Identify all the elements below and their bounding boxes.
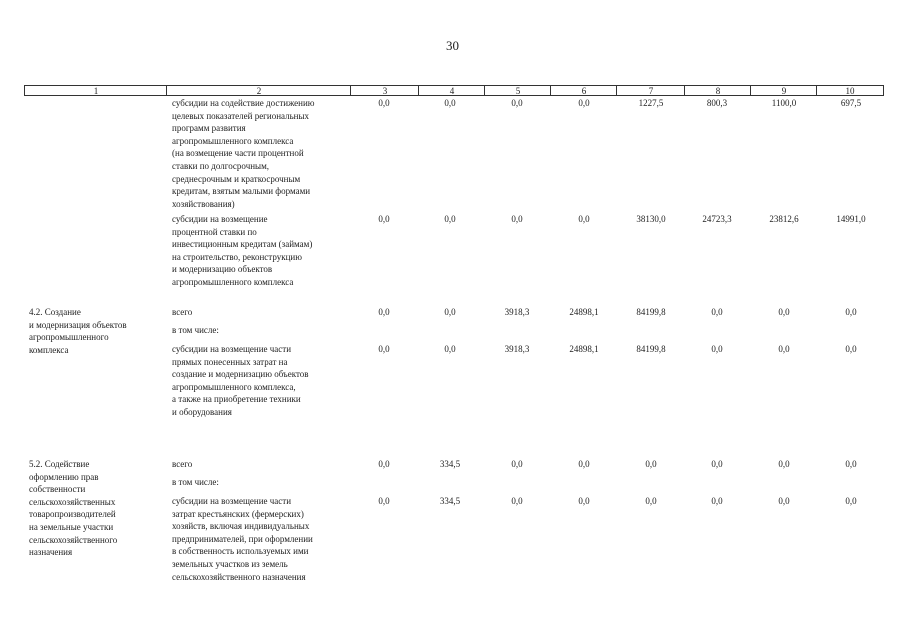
row-label: субсидии на содействие достижению целевых показателей региональных программ развития агропромышленного комплекса (на возмещение части процентной ставки по долгосрочным, среднесрочным и краткосрочным кредитам, взятым малыми формами хозяйствования)	[172, 98, 315, 209]
cell-value: 0,0	[378, 307, 390, 317]
column-header: 7	[616, 85, 685, 96]
cell-value: 23812,6	[769, 214, 799, 224]
cell-value: 0,0	[711, 496, 723, 506]
cell-value: 0,0	[845, 344, 857, 354]
cell-value: 0,0	[711, 459, 723, 469]
cell-value: 0,0	[645, 459, 657, 469]
cell-value: 1227,5	[638, 98, 664, 108]
cell-value: 0,0	[578, 459, 590, 469]
cell-value: 0,0	[778, 307, 790, 317]
cell-value: 0,0	[711, 344, 723, 354]
cell-value: 800,3	[706, 98, 728, 108]
cell-value: 0,0	[378, 98, 390, 108]
row-label: в том числе:	[172, 477, 219, 487]
column-header: 6	[550, 85, 617, 96]
cell-value: 0,0	[578, 98, 590, 108]
cell-value: 0,0	[578, 496, 590, 506]
column-header: 10	[816, 85, 884, 96]
column-header: 8	[684, 85, 751, 96]
cell-value: 0,0	[378, 344, 390, 354]
cell-value: 0,0	[511, 496, 523, 506]
section-title: 5.2. Содействие оформлению прав собственности сельскохозяйственных товаропроизводителей на земельные участки сельскохозяйственного назначения	[29, 459, 118, 558]
column-header: 3	[350, 85, 419, 96]
cell-value: 697,5	[840, 98, 862, 108]
cell-value: 0,0	[511, 214, 523, 224]
cell-value: 0,0	[578, 214, 590, 224]
cell-value: 0,0	[444, 344, 456, 354]
cell-value: 334,5	[439, 459, 461, 469]
cell-value: 14991,0	[836, 214, 866, 224]
column-header: 9	[750, 85, 817, 96]
cell-value: 84199,8	[636, 344, 666, 354]
cell-value: 84199,8	[636, 307, 666, 317]
cell-value: 0,0	[845, 496, 857, 506]
cell-value: 0,0	[511, 98, 523, 108]
row-label: всего	[172, 459, 193, 469]
cell-value: 334,5	[439, 496, 461, 506]
row-label: в том числе:	[172, 325, 219, 335]
row-label: субсидии на возмещение части прямых понесенных затрат на создание и модернизацию объектов агропромышленного комплекса, а также на приобретение техники и оборудования	[172, 344, 309, 417]
cell-value: 0,0	[711, 307, 723, 317]
cell-value: 0,0	[778, 496, 790, 506]
cell-value: 0,0	[778, 344, 790, 354]
cell-value: 0,0	[511, 459, 523, 469]
cell-value: 0,0	[645, 496, 657, 506]
section-title: 4.2. Создание и модернизация объектов агропромышленного комплекса	[29, 307, 127, 355]
column-header: 2	[166, 85, 351, 96]
cell-value: 0,0	[444, 307, 456, 317]
cell-value: 38130,0	[636, 214, 666, 224]
row-label: субсидии на возмещение процентной ставки по инвестиционным кредитам (займам) на строительство, реконструкцию и модернизацию объектов агропромышленного комплекса	[172, 214, 313, 287]
page-number: 30	[446, 38, 459, 53]
cell-value: 24898,1	[569, 344, 599, 354]
cell-value: 0,0	[378, 214, 390, 224]
cell-value: 0,0	[378, 459, 390, 469]
cell-value: 3918,3	[504, 344, 530, 354]
cell-value: 0,0	[444, 98, 456, 108]
cell-value: 0,0	[845, 307, 857, 317]
column-header: 1	[24, 85, 167, 96]
cell-value: 24723,3	[702, 214, 732, 224]
cell-value: 0,0	[444, 214, 456, 224]
cell-value: 0,0	[845, 459, 857, 469]
cell-value: 3918,3	[504, 307, 530, 317]
cell-value: 24898,1	[569, 307, 599, 317]
cell-value: 0,0	[778, 459, 790, 469]
cell-value: 1100,0	[771, 98, 797, 108]
cell-value: 0,0	[378, 496, 390, 506]
column-header: 5	[484, 85, 551, 96]
column-header: 4	[418, 85, 485, 96]
row-label: субсидии на возмещение части затрат крестьянских (фермерских) хозяйств, включая индивидуальных предпринимателей, при оформлении в собственность используемых ими земельных участков из земель сельскохозяйственного назначения	[172, 496, 313, 582]
row-label: всего	[172, 307, 193, 317]
